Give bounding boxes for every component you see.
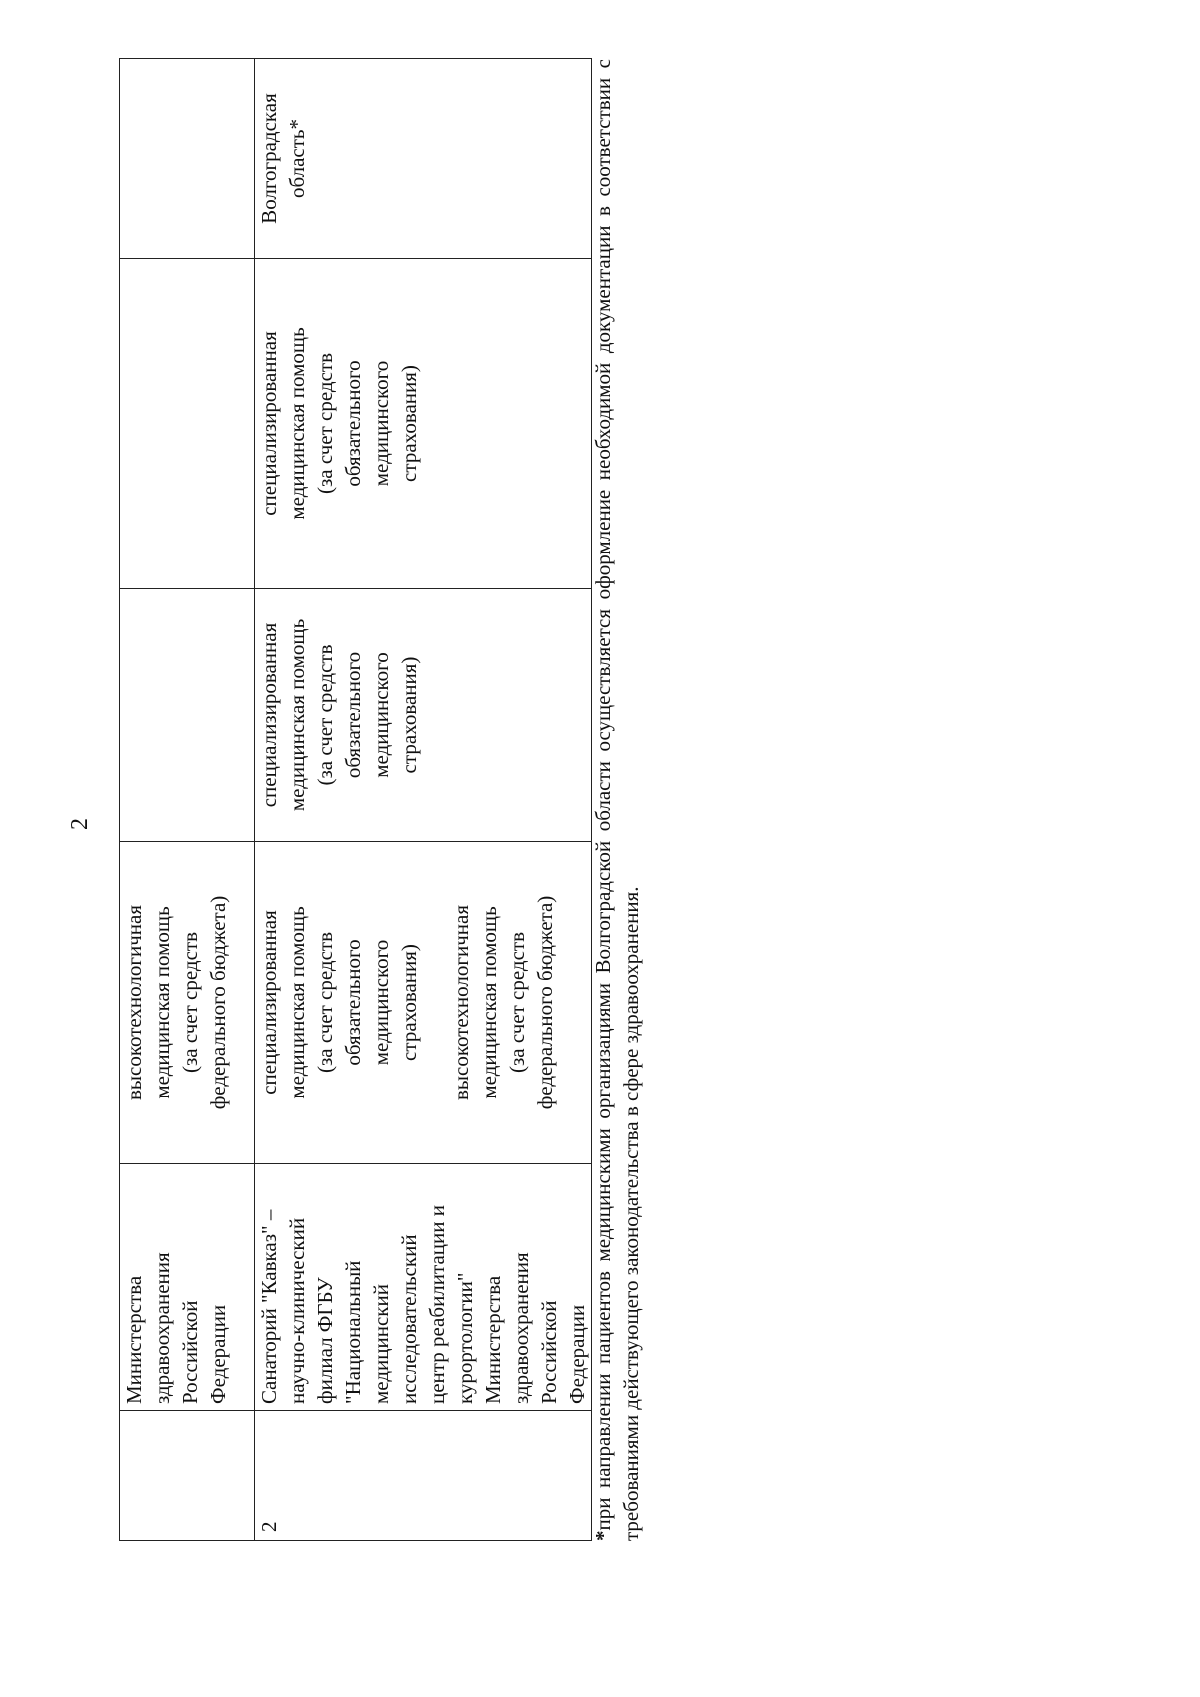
care-type-cell-2 — [120, 589, 255, 842]
facility-table — [119, 58, 592, 1541]
organization-cell: Санаторий "Кавказ" – научно-клинический филиал ФГБУ "Национальный медицинский исследовательский центр реабилитации и курортологии" Министерства здравоохранения Российской Федерации — [255, 1164, 592, 1411]
region-cell — [120, 59, 255, 259]
row-number-cell — [120, 1411, 255, 1541]
organization-cell: Министерства здравоохранения Российской Федерации — [120, 1164, 255, 1411]
footnote-marker: * — [591, 1530, 615, 1541]
table-row — [255, 59, 592, 1541]
region-cell: Волгоградская область* — [255, 59, 592, 259]
care-type-cell: специализированная медицинская помощь (за счет средств обязательного медицинского страхования) высокотехнологичная медицинская помощь (за счет средств федерального бюджета) — [255, 842, 592, 1164]
care-type-cell-3: специализированная медицинская помощь (за счет средств обязательного медицинского страхования) — [255, 259, 592, 589]
care-type-cell: высокотехнологичная медицинская помощь (за счет средств федерального бюджета) — [120, 842, 255, 1164]
rotated-content — [119, 59, 643, 1541]
footnote-text: при направлении пациентов медицинскими организациями Волгоградской области осуществляется оформление необходимой документации в соответствии с требованиями действующего законодательства в сфере здравоохранения. — [591, 59, 643, 1541]
care-type-cell-3 — [120, 259, 255, 589]
page-number: 2 — [67, 818, 93, 830]
table-row — [120, 59, 255, 1541]
row-number-cell: 2 — [255, 1411, 592, 1541]
care-type-cell-2: специализированная медицинская помощь (за счет средств обязательного медицинского страхования) — [255, 589, 592, 842]
footnote — [589, 59, 645, 1541]
